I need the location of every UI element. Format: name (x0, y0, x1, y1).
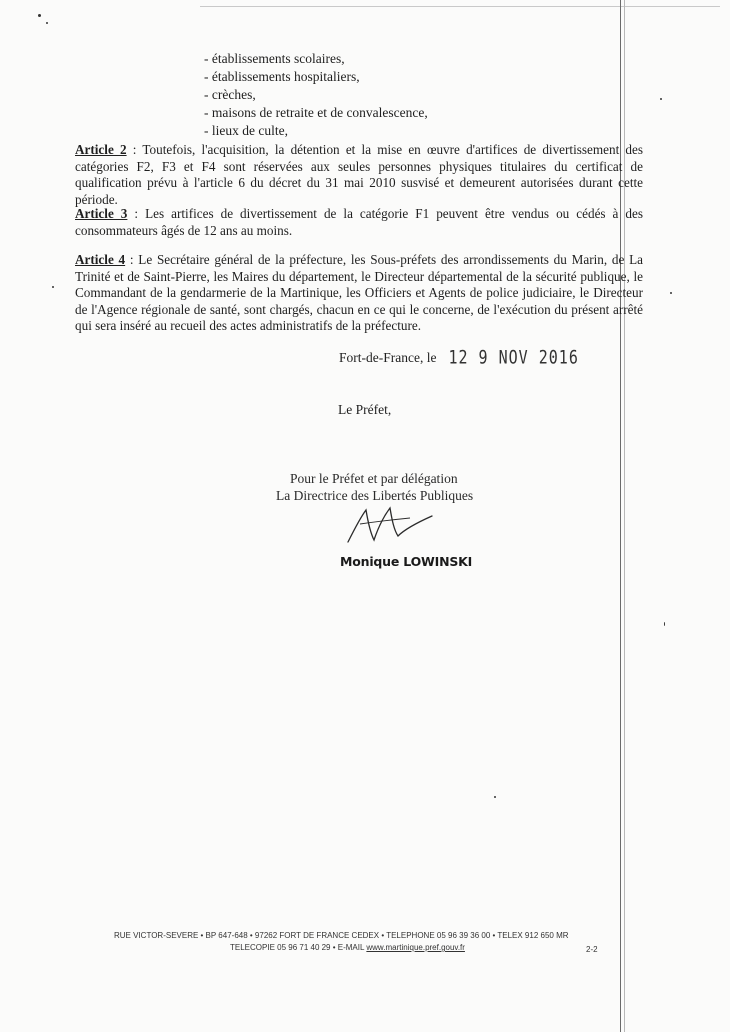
scan-speck (46, 22, 48, 24)
footer-fax: TELECOPIE 05 96 71 40 29 • E-MAIL (230, 943, 365, 952)
list-item: - crèches, (204, 87, 256, 102)
prefect-title: Le Préfet, (338, 402, 392, 417)
list-item: - établissements scolaires, (204, 51, 345, 66)
list-item: - lieux de culte, (204, 123, 288, 138)
page-footer (114, 930, 614, 954)
article-4-label: Article 4 (75, 252, 126, 267)
place-label: Fort-de-France, le (339, 350, 437, 365)
footer-contact (114, 942, 614, 954)
scan-speck (670, 292, 672, 294)
article-2-label: Article 2 (75, 142, 127, 157)
delegation-line-1: Pour le Préfet et par délégation (290, 471, 458, 486)
handwritten-signature-icon (340, 500, 440, 550)
place-date-line (339, 345, 579, 369)
scan-speck (38, 14, 41, 17)
article-4 (75, 252, 643, 335)
footer-email-link[interactable]: www.martinique.pref.gouv.fr (366, 943, 465, 952)
delegation-line-2: La Directrice des Libertés Publiques (276, 488, 474, 503)
scan-artifact-top (200, 6, 720, 7)
page-number: 2-2 (586, 945, 598, 954)
article-2 (75, 142, 643, 208)
signer-name: Monique LOWINSKI (340, 554, 473, 569)
article-2-text: : Toutefois, l'acquisition, la détention et la mise en œuvre d'artifices de divertissement des catégories F2, F3 et F4 sont réservées aux seules personnes physiques titulaires du certificat de qualification prévu à l'article 6 du décret du 31 mai 2010 susvisé et demeurent autorisées durant cette période. (75, 142, 644, 207)
list-item: - établissements hospitaliers, (204, 69, 360, 84)
article-4-text: : Le Secrétaire général de la préfecture, les Sous-préfets des arrondissements du Marin, de La Trinité et de Saint-Pierre, les Maires du département, le Directeur départemental de la sécurité publique, le Commandant de la gendarmerie de la Martinique, les Officiers et Agents de police judiciaire, le Directeur de l'Agence régionale de santé, sont chargés, chacun en ce qui le concerne, de l'exécution du présent arrêté qui sera inséré au recueil des actes administratifs de la préfecture. (75, 252, 643, 333)
scan-speck (664, 622, 665, 626)
scan-speck (660, 98, 662, 100)
list-item: - maisons de retraite et de convalescence, (204, 105, 428, 120)
establishment-list (204, 50, 428, 140)
footer-address: RUE VICTOR-SEVERE • BP 647-648 • 97262 FORT DE FRANCE CEDEX • TELEPHONE 05 96 39 36 00 • TELEX 912 650 MR (114, 931, 569, 940)
scan-speck (52, 286, 54, 288)
date-stamp: 12 9 NOV 2016 (448, 345, 579, 369)
delegation-stamp (276, 470, 473, 504)
article-3-text: : Les artifices de divertissement de la catégorie F1 peuvent être vendus ou cédés à des consommateurs âgés de 12 ans au moins. (75, 206, 643, 238)
article-3-label: Article 3 (75, 206, 128, 221)
article-3 (75, 206, 643, 239)
scan-speck (494, 796, 496, 798)
